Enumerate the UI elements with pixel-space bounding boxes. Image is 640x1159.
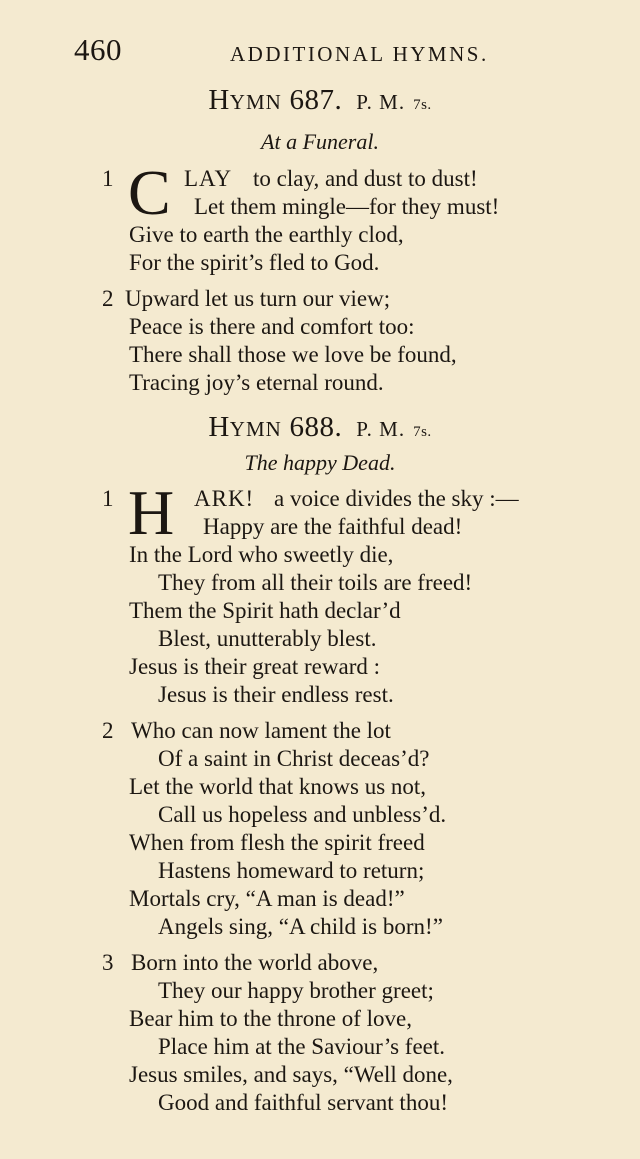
verse-line: Who can now lament the lot bbox=[131, 718, 391, 743]
verse-line: Happy are the faithful dead! bbox=[203, 514, 463, 539]
hymn-meter-small: 7s. bbox=[413, 97, 432, 113]
verse-line: Let them mingle—for they must! bbox=[194, 194, 500, 219]
verse-number: 1 bbox=[102, 486, 114, 511]
verse-line: There shall those we love be found, bbox=[129, 342, 457, 367]
drop-cap: H bbox=[128, 477, 175, 548]
hymn-word-rest: YMN bbox=[229, 90, 282, 114]
verse-line: to clay, and dust to dust! bbox=[253, 166, 478, 191]
verse-line: Bear him to the throne of love, bbox=[129, 1006, 412, 1031]
hymn-688-occasion: The happy Dead. bbox=[244, 450, 396, 475]
hymn-word-rest: YMN bbox=[229, 417, 282, 441]
hymn-687-title bbox=[0, 84, 640, 117]
verse-line: In the Lord who sweetly die, bbox=[129, 542, 394, 567]
hymn-number: 687. bbox=[289, 84, 343, 116]
verse-line: Of a saint in Christ deceas’d? bbox=[158, 746, 430, 771]
verse-line: Born into the world above, bbox=[131, 950, 379, 975]
hymn-word-initial: H bbox=[208, 411, 230, 443]
verse-number: 1 bbox=[102, 166, 114, 191]
verse-line: They from all their toils are freed! bbox=[158, 570, 473, 595]
hymn-number: 688. bbox=[289, 411, 343, 443]
verse-line: For the spirit’s fled to God. bbox=[129, 250, 380, 275]
verse-line: Peace is there and comfort too: bbox=[129, 314, 415, 339]
verse-number: 3 bbox=[102, 950, 114, 975]
verse-line: a voice divides the sky :— bbox=[274, 486, 519, 511]
verse-line: Give to earth the earthly clod, bbox=[129, 222, 404, 247]
lead-word: LAY bbox=[184, 166, 233, 191]
verse-line: Jesus smiles, and says, “Well done, bbox=[129, 1062, 453, 1087]
verse-line: Blest, unutterably blest. bbox=[158, 626, 377, 651]
lead-word: ARK! bbox=[194, 486, 255, 511]
verse-line: Tracing joy’s eternal round. bbox=[129, 370, 384, 395]
verse-line: Jesus is their great reward : bbox=[129, 654, 381, 679]
verse-line: Them the Spirit hath declar’d bbox=[129, 598, 401, 623]
verse-line: Angels sing, “A child is born!” bbox=[158, 914, 443, 939]
hymn-688-title bbox=[0, 411, 640, 444]
page-header bbox=[74, 32, 524, 68]
hymn-meter: P. M. bbox=[356, 90, 406, 114]
drop-cap: C bbox=[128, 157, 171, 228]
hymn-687-occasion: At a Funeral. bbox=[261, 129, 379, 154]
verse-line: Upward let us turn our view; bbox=[125, 286, 391, 311]
verse-line: Good and faithful servant thou! bbox=[158, 1090, 448, 1115]
verse-number: 2 bbox=[102, 286, 114, 311]
verse-line: Mortals cry, “A man is dead!” bbox=[129, 886, 405, 911]
verse-line: Let the world that knows us not, bbox=[129, 774, 427, 799]
verse-line: Place him at the Saviour’s feet. bbox=[158, 1034, 445, 1059]
verse-line: They our happy brother greet; bbox=[158, 978, 434, 1003]
hymn-meter: P. M. bbox=[356, 417, 406, 441]
hymn-word-initial: H bbox=[208, 84, 230, 116]
running-head: ADDITIONAL HYMNS. bbox=[230, 42, 489, 66]
page-number: 460 bbox=[74, 32, 122, 67]
verse-line: Call us hopeless and unbless’d. bbox=[158, 802, 447, 827]
verse-line: When from flesh the spirit freed bbox=[129, 830, 425, 855]
verse-line: Jesus is their endless rest. bbox=[158, 682, 394, 707]
verse-number: 2 bbox=[102, 718, 114, 743]
verse-line: Hastens homeward to return; bbox=[158, 858, 425, 883]
hymn-meter-small: 7s. bbox=[413, 424, 432, 440]
